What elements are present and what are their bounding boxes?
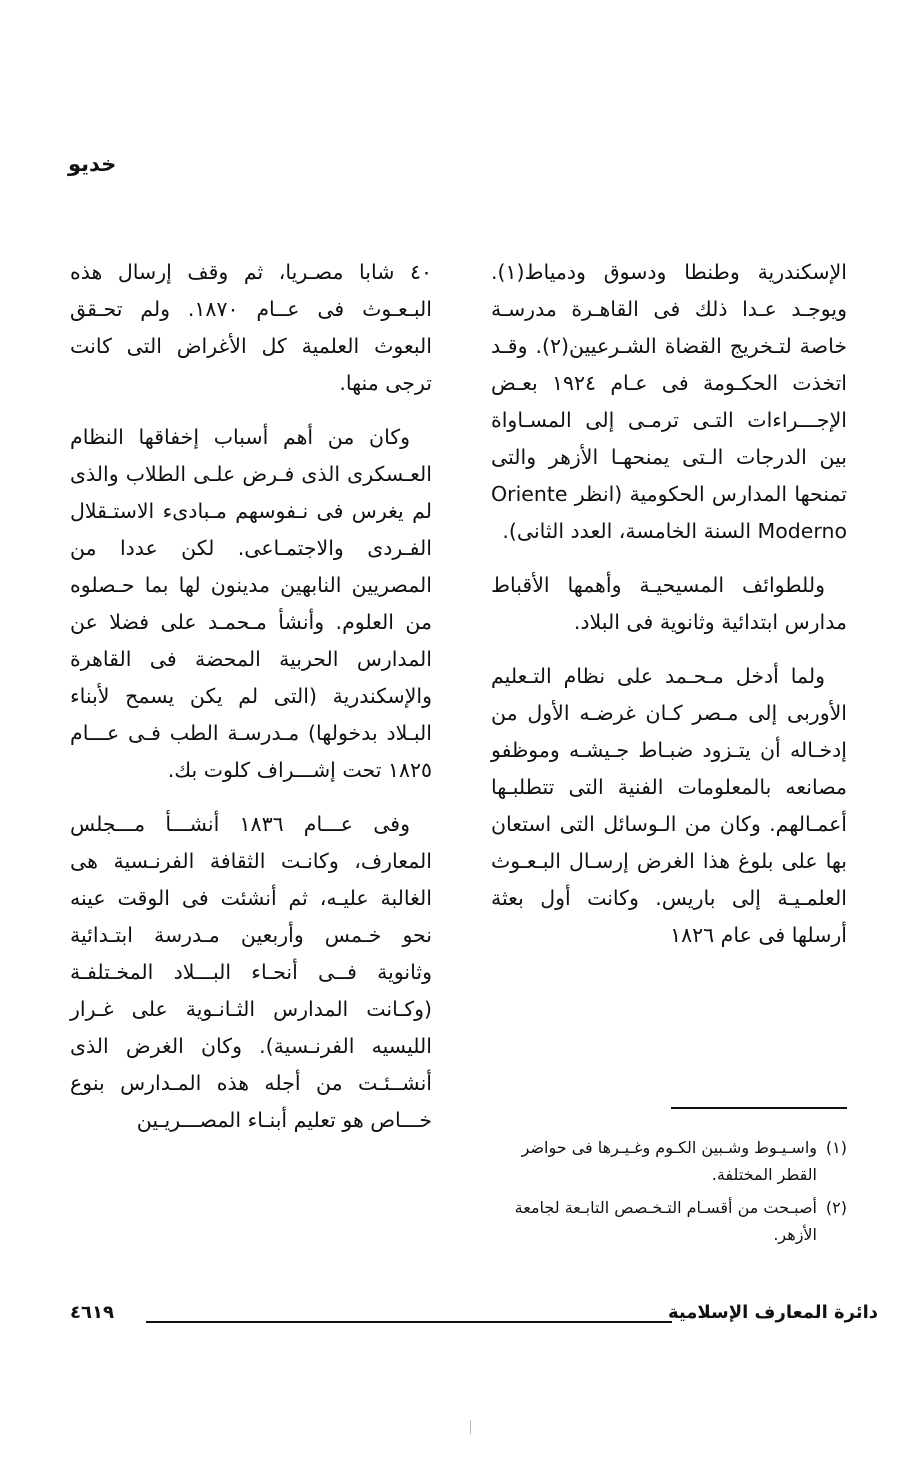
footnote-1-number: (١) — [825, 1138, 847, 1157]
page-number: ٤٦١٩ — [70, 1302, 114, 1323]
left-column — [70, 254, 432, 1156]
left-paragraph-1: ٤٠ شابا مصـريا، ثم وقف إرسال هذه البـعـوث فى عــام ١٨٧٠. ولم تحـقق البعوث العلمية كل الأغراض التى كانت ترجى منها. — [70, 260, 432, 395]
footer-title: دائرة المعارف الإسلامية — [667, 1302, 878, 1323]
footnotes — [487, 1134, 847, 1254]
page-footer — [70, 1302, 878, 1332]
scan-artifact — [470, 1420, 471, 1434]
left-paragraph-2: وكان من أهم أسباب إخفاقها النظام العـسكرى الذى فـرض علـى الطلاب والذى لم يغرس فى نـفوسهم مـبادىء الاستـقلال الفـردى والاجتمـاعى. لكن عددا من المصريين النابهين مدينون لها بما حـصلوه من العلوم. وأنشأ مـحمـد على فضلا عن المدارس الحربية المحضة فى القاهرة والإسكندرية (التى لم يكن يسمح لأبناء البـلاد بدخولها) مـدرسـة الطب فـى عـــام ١٨٢٥ تحت إشـــراف كلوت بك. — [70, 425, 432, 782]
right-paragraph-2: وللطوائف المسيحيـة وأهمها الأقباط مدارس ابتدائية وثانوية فى البلاد. — [491, 573, 847, 634]
footnote-separator — [671, 1107, 847, 1109]
footnote-2-text: أصبـحت من أقسـام التـخـصص التابـعة لجامعة الأزهر. — [514, 1198, 817, 1244]
footer-rule — [146, 1321, 672, 1323]
right-paragraph-1: الإسكندرية وطنطا ودسوق ودمياط(١). ويوجـد عـدا ذلك فى القاهـرة مدرسـة خاصة لتـخريج القضاة الشـرعيين(٢). وقـد اتخذت الحكـومة فى عـام ١٩٢٤ بعـض الإجـــراءات التـى ترمـى إلى المسـاواة بين الدرجات الـتى يمنحهـا الأزهر والتى تمنحها المدارس الحكومية (انظر Oriente Moderno السنة الخامسة، العدد الثانى). — [491, 260, 847, 543]
footnote-1 — [487, 1134, 847, 1188]
running-head: خديو — [68, 152, 117, 176]
footnote-1-text: واسـيـوط وشـبين الكـوم وغـيـرها فى حواضر القطر المختلفة. — [521, 1138, 817, 1184]
left-paragraph-3: وفى عـــام ١٨٣٦ أنشـــأ مـــجلس المعارف، وكانـت الثقافة الفرنـسية هى الغالبة عليـه، ثم أنشئت فى الوقت عينه نحو خـمس وأربعين مـدرسة ابتـدائية وثانوية فــى أنحـاء البـــلاد المخـتلفـة (وكـانت المدارس الثـانـوية على غـرار الليسيه الفرنـسية). وكان الغرض الذى أنشــئـت من أجله هذه المـدارس بنوع خـــاص هو تعليم أبنـاء المصـــريـين — [70, 812, 432, 1132]
footnote-2 — [487, 1194, 847, 1248]
right-paragraph-3: ولما أدخل مـحـمد على نظام التـعليم الأوربى إلى مـصر كـان غرضـه الأول من إدخـاله أن يتـزود ضبـاط جـيشـه وموظفو مصانعه بالمعلومات الفنية التى تتطلبـها أعمـالهم. وكان من الـوسائل التى استعان بها على بلوغ هذا الغرض إرسـال البـعـوث العلمـيـة إلى باريس. وكانت أول بعثة أرسلها فى عام ١٨٢٦ — [491, 664, 847, 947]
footnote-2-number: (٢) — [825, 1198, 847, 1217]
right-column — [491, 254, 847, 971]
